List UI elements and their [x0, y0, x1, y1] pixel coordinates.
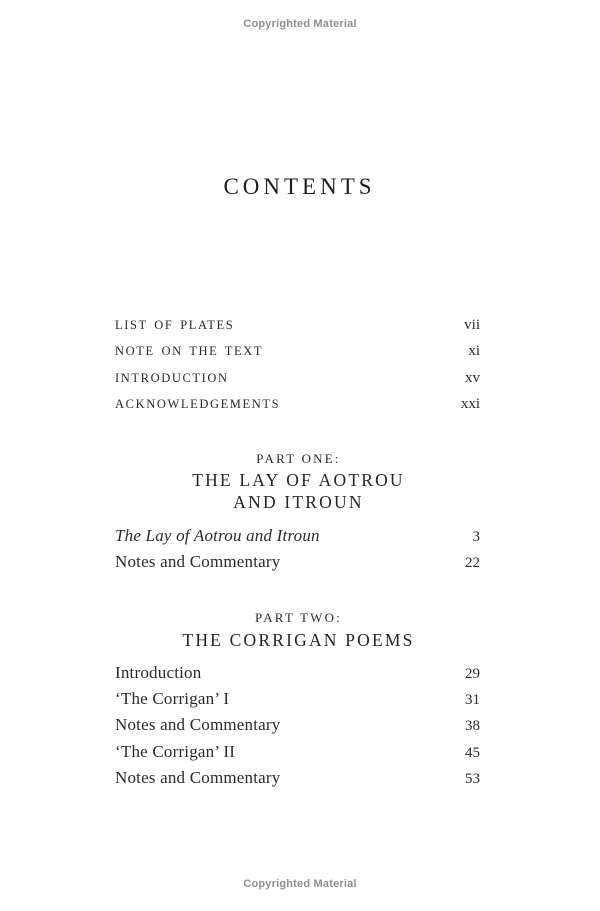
toc-entry-label: ‘The Corrigan’ II — [115, 741, 236, 761]
part-one-title-line1: THE LAY OF AOTROU — [192, 470, 405, 490]
part-one-list — [115, 523, 480, 576]
toc-entry-page: 45 — [465, 744, 480, 761]
part-two-list — [115, 660, 480, 791]
toc-entry-page: xxi — [460, 395, 480, 412]
toc-entry — [115, 338, 480, 364]
toc-entry — [115, 686, 480, 712]
toc-entry-page: 53 — [465, 770, 480, 787]
toc-entry — [115, 549, 480, 575]
toc-entry-label: INTRODUCTION — [115, 370, 229, 385]
part-one-heading — [115, 448, 480, 513]
toc-entry-page: 38 — [465, 718, 480, 735]
toc-entry-label: NOTE ON THE TEXT — [115, 344, 264, 359]
toc-entry — [115, 523, 480, 549]
toc-entry-page: vii — [464, 317, 480, 333]
part-one-title-line2: AND ITROUN — [233, 492, 364, 512]
front-matter-list — [115, 312, 480, 417]
toc-entry — [115, 712, 480, 738]
toc-entry — [115, 739, 480, 765]
toc-entry-page: xv — [465, 369, 480, 386]
part-two-heading — [115, 607, 480, 652]
toc-entry-page: xi — [468, 343, 480, 360]
toc-entry-label: Introduction — [115, 663, 202, 682]
toc-entry-label: Notes and Commentary — [115, 767, 281, 787]
toc-entry-label: ACKNOWLEDGEMENTS — [115, 396, 281, 411]
toc-entry — [115, 391, 480, 417]
toc-entry — [115, 765, 480, 791]
toc-entry-label: The Lay of Aotrou and Itroun — [115, 526, 320, 545]
copyright-watermark-bottom: Copyrighted Material — [243, 878, 357, 890]
toc-entry-page: 29 — [465, 666, 480, 682]
copyright-watermark-top: Copyrighted Material — [243, 18, 357, 30]
toc-entry-page: 3 — [472, 529, 480, 545]
toc-entry-label: LIST OF PLATES — [115, 318, 235, 332]
toc-entry-label: Notes and Commentary — [115, 715, 281, 735]
part-one-kicker: PART ONE: — [256, 451, 341, 466]
toc-entry-page: 31 — [465, 692, 480, 709]
page-title: CONTENTS — [223, 174, 376, 199]
toc-entry — [115, 365, 480, 391]
toc-entry-label: ‘The Corrigan’ I — [115, 689, 230, 709]
part-two-kicker: PART TWO: — [254, 610, 343, 625]
toc-entry-page: 22 — [465, 555, 480, 572]
toc-entry — [115, 660, 480, 686]
toc-entry-label: Notes and Commentary — [115, 552, 281, 572]
part-two-title-line1: THE CORRIGAN POEMS — [182, 630, 415, 650]
toc-entry — [115, 312, 480, 338]
